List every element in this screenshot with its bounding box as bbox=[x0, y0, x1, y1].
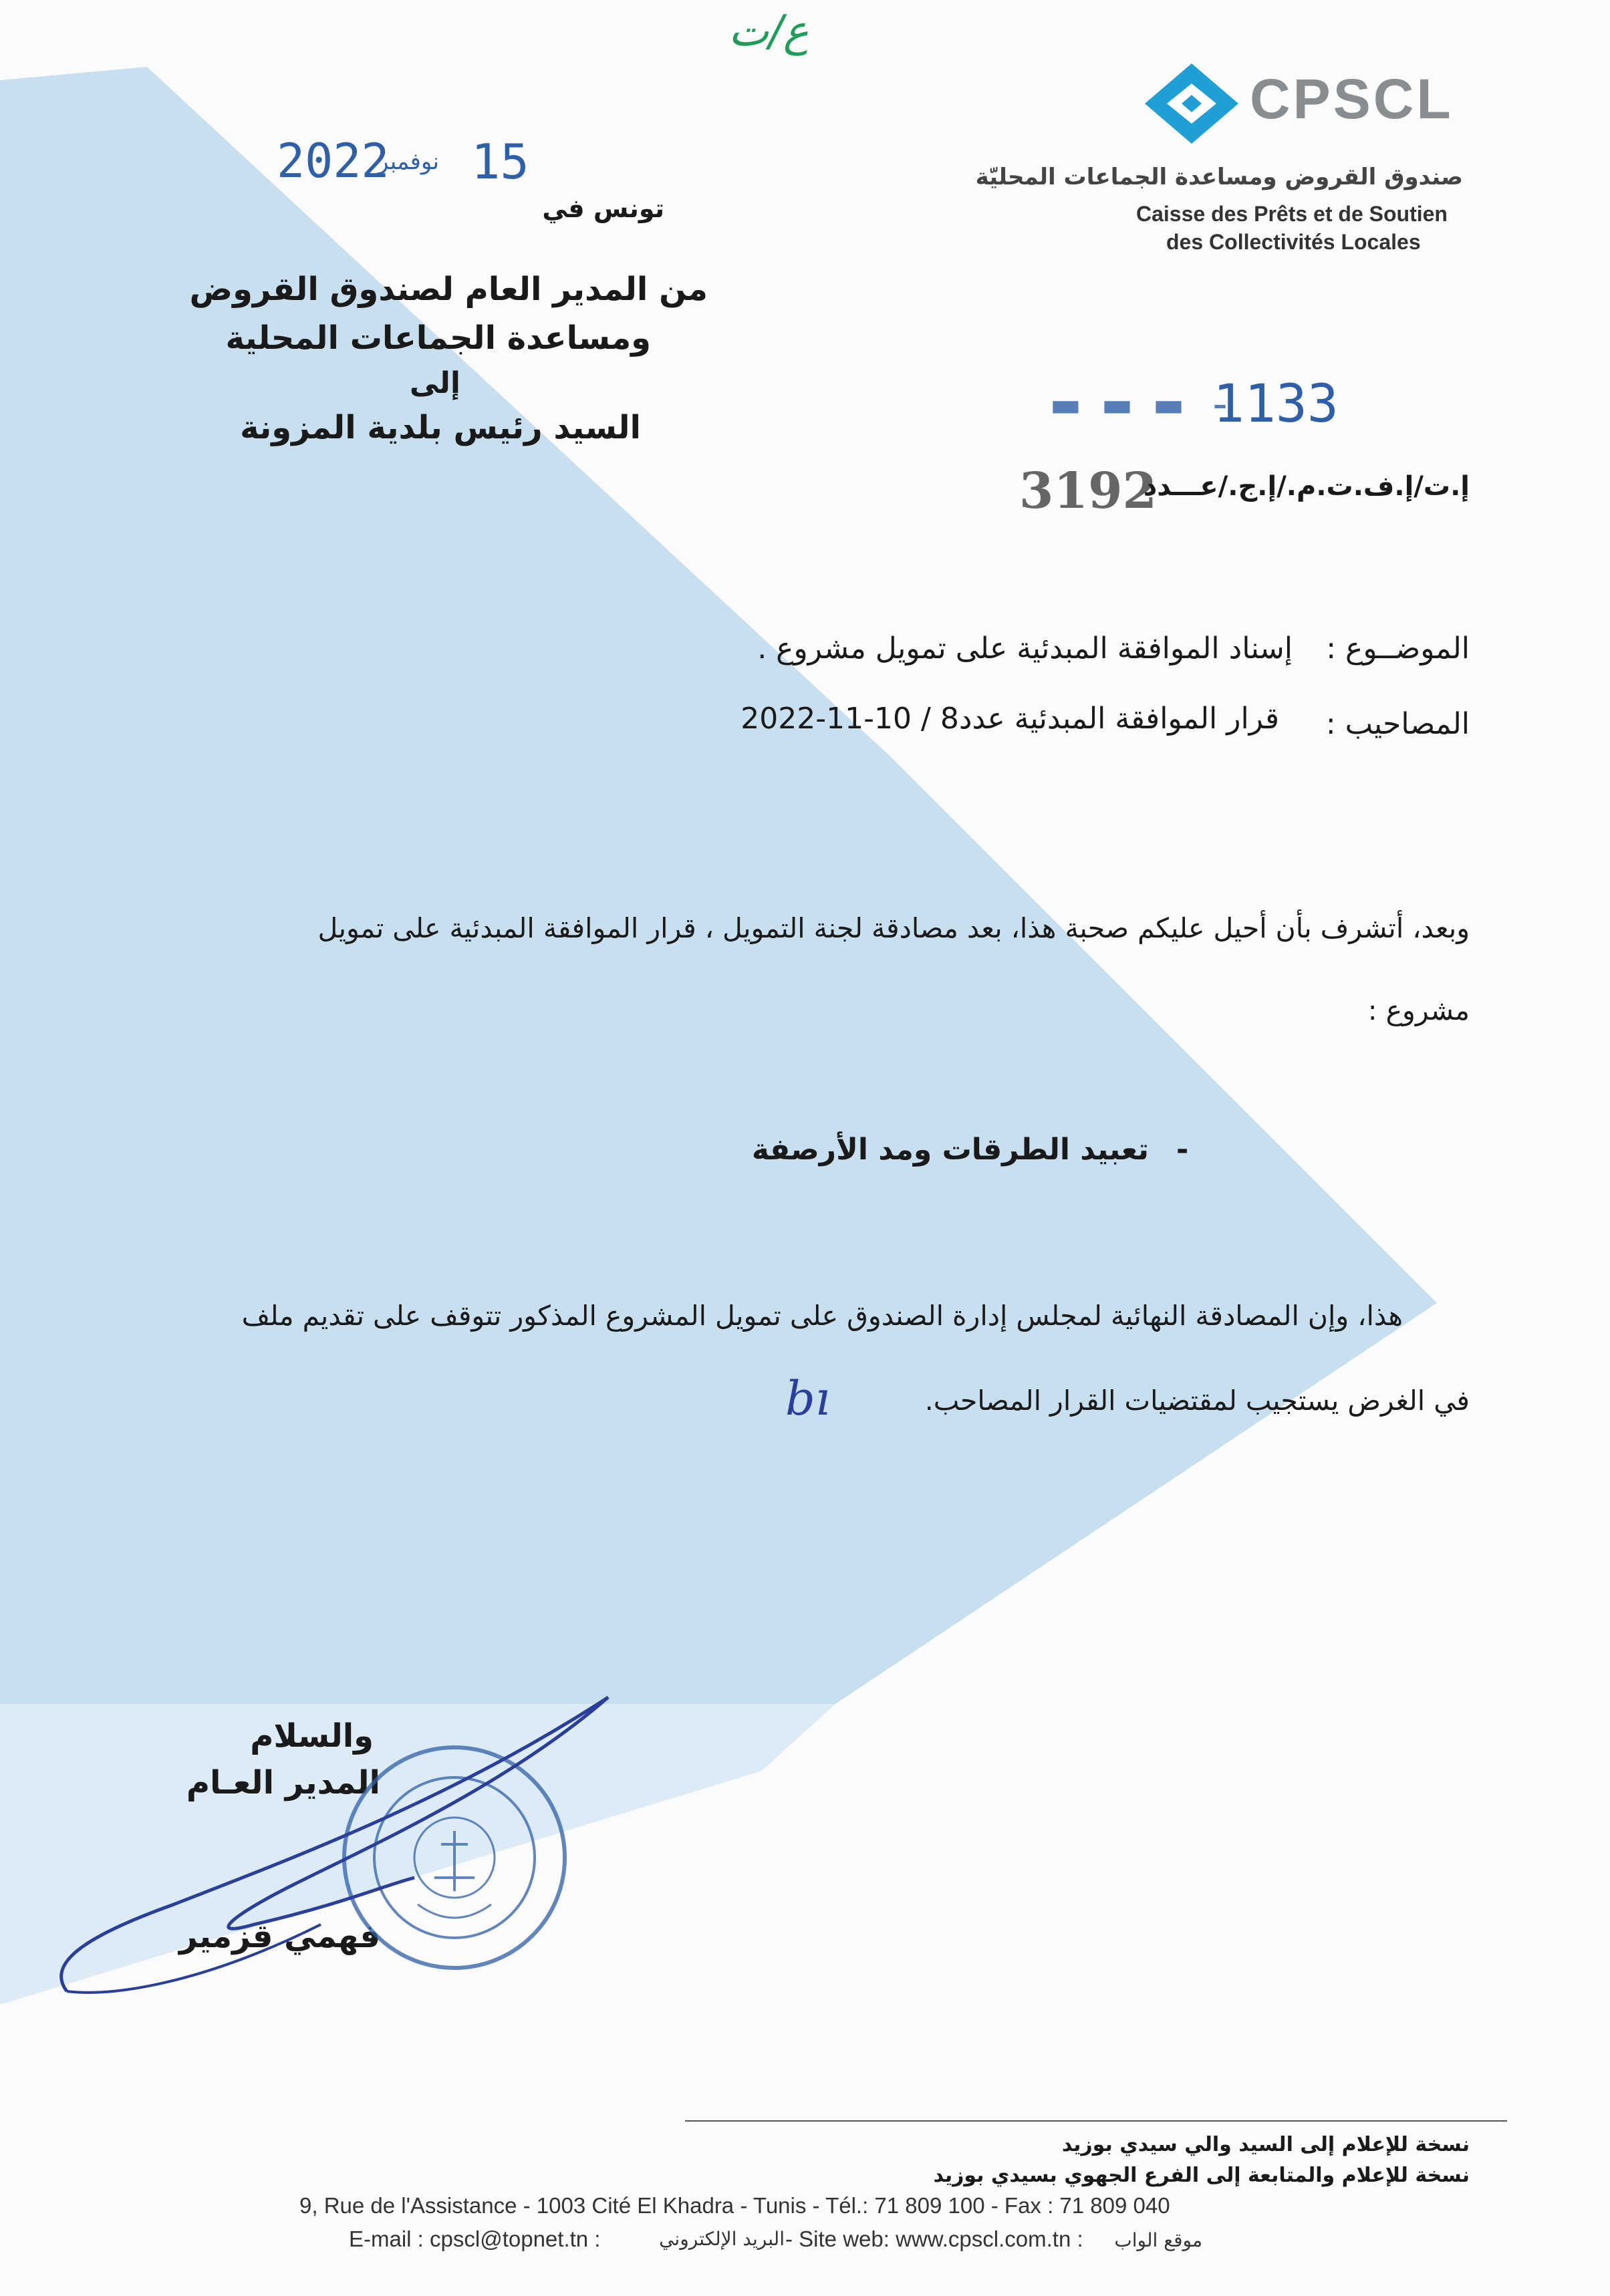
subject-label: الموضــوع : bbox=[1326, 631, 1470, 666]
body-paragraph-1-line-1: وبعد، أتشرف بأن أحيل عليكم صحبة هذا، بعد مصادقة لجنة التمويل ، قرار الموافقة المبدئية على تمويل bbox=[317, 912, 1470, 944]
copy-recipient-2: نسخة للإعلام والمتابعة إلى الفرع الجهوي بسيدي بوزيد bbox=[933, 2164, 1470, 2187]
attachments-text: قرار الموافقة المبدئية عدد8 / 10-11-2022 bbox=[741, 702, 1279, 736]
attachments-label: المصاحيب : bbox=[1325, 707, 1470, 741]
body-paragraph-2-line-2: في الغرض يستجيب لمقتضيات القرار المصاحب. bbox=[924, 1385, 1470, 1417]
handwritten-initials: bı bbox=[785, 1371, 831, 1426]
subject-text: إسناد الموافقة المبدئية على تمويل مشروع . bbox=[757, 631, 1293, 666]
org-name-arabic: صندوق القروض ومساعدة الجماعات المحليّة bbox=[975, 164, 1463, 190]
closing-salutation: والسلام bbox=[250, 1717, 374, 1755]
project-item: تعبيد الطرقات ومد الأرصفة bbox=[751, 1133, 1149, 1167]
from-line-1: من المدير العام لصندوق القروض bbox=[189, 271, 708, 308]
from-line-2: ومساعدة الجماعات المحلية bbox=[225, 319, 651, 357]
reference-label: إ.ت/إ.ف.ت.م./إ.ج./عـــدد bbox=[1143, 471, 1470, 502]
signer-name: فهمي قزمير bbox=[178, 1918, 380, 1955]
to-word: إلى bbox=[409, 366, 460, 400]
date-place-label: تونس في bbox=[542, 194, 664, 223]
body-paragraph-1-line-2: مشروع : bbox=[1367, 994, 1470, 1026]
logo-text: CPSCL bbox=[1250, 67, 1454, 130]
body-paragraph-2-line-1: هذا، وإن المصادقة النهائية لمجلس إدارة الصندوق على تمويل المشروع المذكور تتوقف على تقديم ملف bbox=[241, 1300, 1403, 1332]
signature-stroke bbox=[40, 1684, 642, 2018]
org-name-french-line2: des Collectivités Locales bbox=[1166, 230, 1421, 254]
copy-recipient-1: نسخة للإعلام إلى السيد والي سيدي بوزيد bbox=[1061, 2133, 1470, 2156]
cpscl-diamond-icon bbox=[1142, 60, 1242, 147]
reference-stamp-prefix: ▬ ▬ ▬ - bbox=[1053, 380, 1233, 429]
date-stamp-year: 2022 bbox=[277, 134, 390, 188]
handwritten-annotation: ﻉ/ﺕ bbox=[728, 7, 809, 56]
reference-stamp-number: 1133 bbox=[1213, 374, 1339, 434]
reference-number: 3192 bbox=[1019, 462, 1157, 520]
footer-email-label-ar: البريد الإلكتروني bbox=[659, 2228, 785, 2250]
date-stamp-day: 15 bbox=[471, 134, 529, 190]
copies-divider bbox=[685, 2120, 1507, 2122]
to-line: السيد رئيس بلدية المزونة bbox=[240, 409, 641, 446]
footer-website: - Site web: www.cpscl.com.tn : bbox=[785, 2227, 1083, 2251]
footer-email: E-mail : cpscl@topnet.tn : bbox=[349, 2227, 601, 2251]
project-bullet: - bbox=[1176, 1133, 1189, 1167]
footer-website-label-ar: موقع الواب bbox=[1114, 2229, 1202, 2251]
org-name-french-line1: Caisse des Prêts et de Soutien bbox=[1136, 202, 1448, 226]
date-stamp-month: نوفمبر bbox=[378, 148, 439, 175]
footer-address: 9, Rue de l'Assistance - 1003 Cité El Khadra - Tunis - Tél.: 71 809 100 - Fax : 71 809 040 bbox=[299, 2193, 1170, 2218]
signer-title: المدير العـام bbox=[186, 1764, 380, 1802]
